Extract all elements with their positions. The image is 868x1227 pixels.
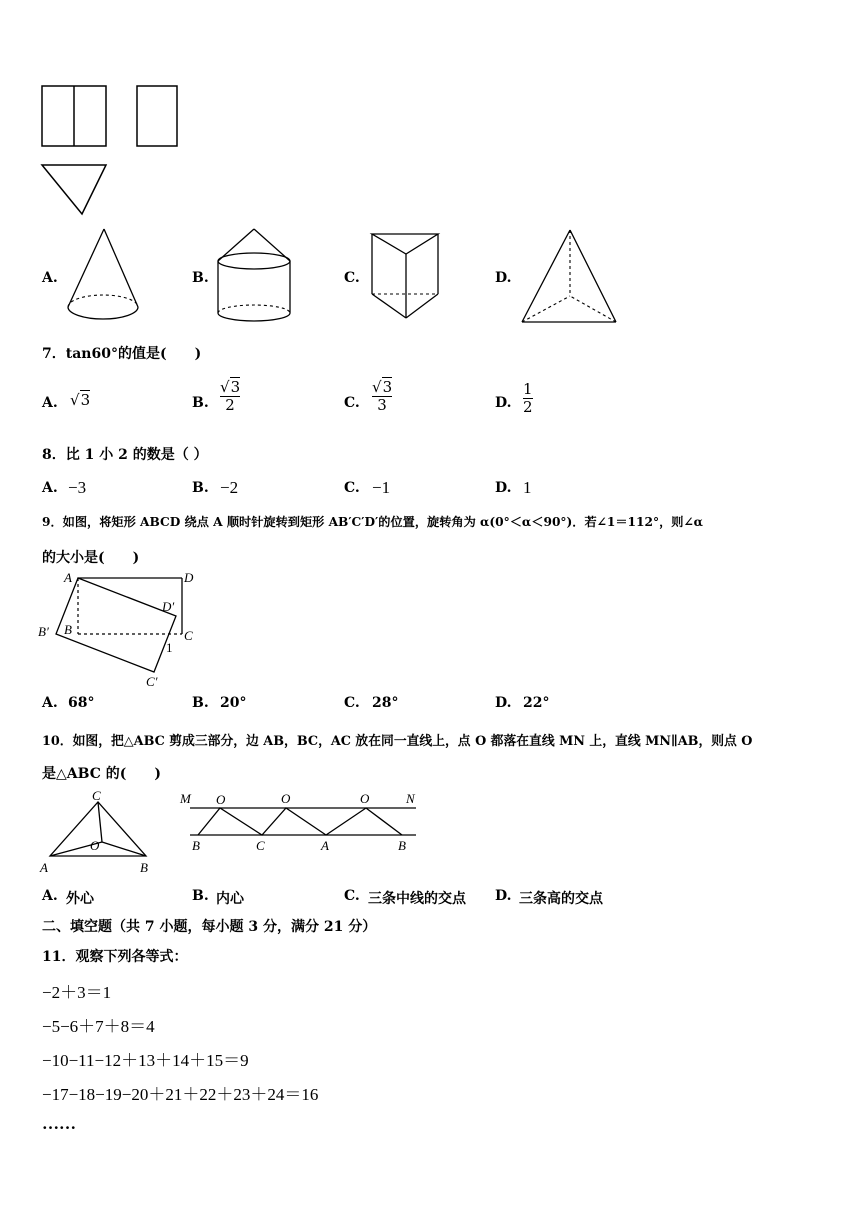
q7-stem: 7．tan60°的值是( ) xyxy=(42,346,202,362)
label-D: D xyxy=(184,570,194,585)
q9-stem-line1: 9．如图，将矩形 ABCD 绕点 A 顺时针旋转到矩形 AB′C′D′的位置，旋转角为 α(0°＜α＜90°)．若∠1＝112°，则∠α xyxy=(42,515,704,529)
q6-option-d-letter: D. xyxy=(495,270,512,286)
label-N: N xyxy=(406,791,415,806)
label-C: C xyxy=(184,628,193,643)
q7-option-a-value: √3 xyxy=(70,391,91,409)
label-1: 1 xyxy=(166,640,173,655)
q8-option-a-value: −3 xyxy=(68,478,87,497)
side-view xyxy=(137,86,177,146)
q10-option-b-letter: B. xyxy=(192,888,209,904)
q6-option-a-letter: A. xyxy=(42,270,58,286)
q9-option-c-letter: C. xyxy=(344,695,360,711)
label-A: A xyxy=(321,838,329,853)
q8-option-d-letter: D. xyxy=(495,480,512,496)
q8-option-b-letter: B. xyxy=(192,480,209,496)
q6-option-d-pyramid xyxy=(516,224,626,328)
label-B-2: B xyxy=(398,838,406,853)
q10-option-a-letter: A. xyxy=(42,888,58,904)
label-C: C xyxy=(92,788,101,803)
q9-option-b-value: 20° xyxy=(220,695,247,711)
q9-rotated-rectangle-figure xyxy=(36,568,206,690)
q7-option-d-letter: D. xyxy=(495,395,512,411)
q8-option-d-value: 1 xyxy=(523,478,532,497)
q9-option-a-letter: A. xyxy=(42,695,58,711)
top-view xyxy=(42,165,106,214)
q7-option-a-letter: A. xyxy=(42,395,58,411)
q11-equation-4: −17−18−19−20＋21＋22＋23＋24＝16 xyxy=(42,1085,319,1104)
q9-stem-line2: 的大小是( ) xyxy=(42,550,140,566)
q7-option-d-value: 1 2 xyxy=(523,380,533,416)
q7-option-c-value: √3 3 xyxy=(372,378,393,414)
q10-option-a-value: 外心 xyxy=(66,891,94,907)
section-2-title: 二、填空题（共 7 小题，每小题 3 分，满分 21 分） xyxy=(42,919,377,935)
q11-ellipsis: …… xyxy=(42,1114,76,1133)
label-B-1: B xyxy=(192,838,200,853)
label-A: A xyxy=(40,860,48,875)
q9-option-d-letter: D. xyxy=(495,695,512,711)
q8-option-b-value: −2 xyxy=(220,478,239,497)
q10-triangle-figure xyxy=(36,786,156,878)
q7-option-b-letter: B. xyxy=(192,395,209,411)
q6-option-b-letter: B. xyxy=(192,270,209,286)
label-O-3: O xyxy=(360,791,370,806)
q10-option-c-letter: C. xyxy=(344,888,360,904)
label-B-prime: B′ xyxy=(38,624,49,639)
q10-option-c-value: 三条中线的交点 xyxy=(368,891,466,907)
q8-option-c-value: −1 xyxy=(372,478,391,497)
label-O: O xyxy=(90,838,100,853)
q10-option-d-value: 三条高的交点 xyxy=(519,891,603,907)
label-C-prime: C′ xyxy=(146,674,158,689)
q11-stem: 11．观察下列各等式： xyxy=(42,949,188,965)
q10-stem-line1: 10．如图，把△ABC 剪成三部分，边 AB，BC，AC 放在同一直线上，点 O 都落在直线 MN 上，直线 MN∥AB，则点 O xyxy=(42,734,753,749)
q9-option-a-value: 68° xyxy=(68,695,95,711)
q11-equation-1: −2＋3＝1 xyxy=(42,983,112,1002)
three-view-drawings xyxy=(38,82,188,222)
q10-option-d-letter: D. xyxy=(495,888,512,904)
q9-option-c-value: 28° xyxy=(372,695,399,711)
q6-option-c-prism xyxy=(366,228,446,324)
q8-option-c-letter: C. xyxy=(344,480,360,496)
q6-option-b-cone-cylinder xyxy=(210,225,300,329)
label-B: B xyxy=(64,622,72,637)
label-A: A xyxy=(64,570,72,585)
q9-option-d-value: 22° xyxy=(523,695,550,711)
q10-option-b-value: 内心 xyxy=(216,891,244,907)
q11-equation-2: −5−6＋7＋8＝4 xyxy=(42,1017,155,1036)
q6-option-a-cone xyxy=(60,225,150,325)
label-B: B xyxy=(140,860,148,875)
label-D-prime: D′ xyxy=(162,599,175,614)
q10-parallel-lines-figure xyxy=(178,788,428,860)
q8-stem: 8．比 1 小 2 的数是（ ） xyxy=(42,447,208,463)
label-O-2: O xyxy=(281,791,291,806)
label-M: M xyxy=(180,791,191,806)
q6-option-c-letter: C. xyxy=(344,270,360,286)
q7-option-c-letter: C. xyxy=(344,395,360,411)
q8-option-a-letter: A. xyxy=(42,480,58,496)
q10-stem-line2: 是△ABC 的( ) xyxy=(42,766,161,782)
q9-option-b-letter: B. xyxy=(192,695,209,711)
q7-option-b-value: √3 2 xyxy=(220,378,241,414)
label-O-1: O xyxy=(216,792,226,807)
q11-equation-3: −10−11−12＋13＋14＋15＝9 xyxy=(42,1051,249,1070)
label-C: C xyxy=(256,838,265,853)
